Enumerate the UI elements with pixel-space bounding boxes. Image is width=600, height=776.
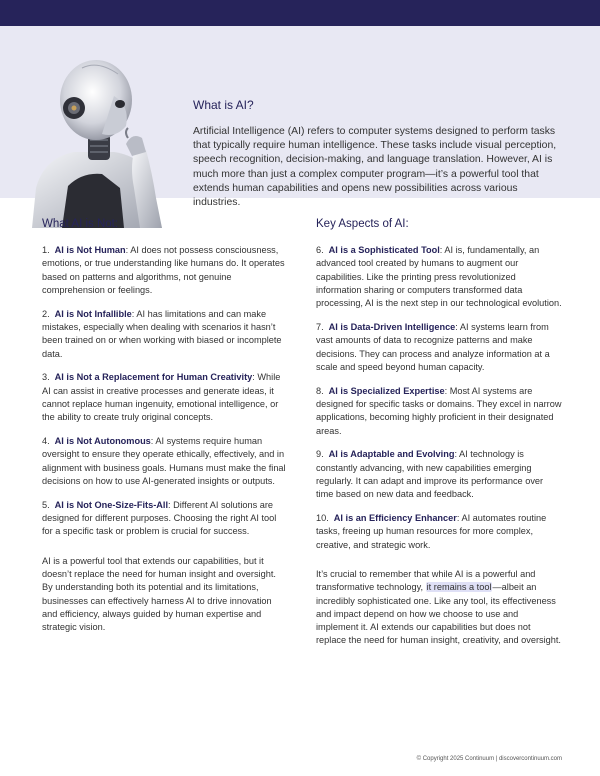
top-bar [0, 0, 600, 26]
highlighted-text: it remains a tool [426, 582, 492, 593]
what-ai-is-not-column [42, 218, 288, 645]
item-title: AI is Not Human [54, 245, 126, 255]
hero-title: What is AI? [193, 98, 254, 112]
what-ai-is-not-heading: What AI is Not: [42, 218, 119, 230]
closing-paragraph: It’s crucial to remember that while AI is a powerful and transformative technology, it remains a tool—albeit an incredibly sophisticated one. Like any tool, its effectiveness and impact depend on how we choose to use and implement it. AI extends our capabilities but does not replace the need for human insight, creativity, and oversight. [316, 568, 561, 646]
item-title: AI is Not Infallible [54, 308, 132, 319]
item-title: AI is Data-Driven Intelligence [328, 321, 456, 332]
list-item: 2. AI is Not Infallible: AI has limitations and can make mistakes, especially when dealing with scenarios it hasn’t been trained on or when working with biased or incomplete data. [42, 308, 282, 359]
list-item: 7. AI is Data-Driven Intelligence: AI systems learn from vast amounts of data to recognize patterns and make decisions. They can process and analyze information at a scale and speed beyond human capacity. [316, 321, 550, 372]
item-title: AI is an Efficiency Enhancer [333, 513, 457, 524]
item-body: : AI is, fundamentally, an advanced tool created by humans to augment our capabilities. Like the printing press revolutionized information sharing or computers transformed data processing, AI is the next step in our technological evolution. [316, 245, 562, 309]
list-item: 8. AI is Specialized Expertise: Most AI systems are designed for specific tasks or domains. They excel in narrow applications, becoming highly proficient in their designated areas. [316, 385, 562, 436]
item-title: AI is Specialized Expertise [328, 385, 445, 396]
robot-illustration [22, 48, 177, 228]
item-title: AI is Adaptable and Evolving [328, 449, 455, 460]
item-body: : AI does not possess consciousness, emotions, or true understanding like humans do. It operates based on patterns and algorithms, not genuine comprehension or feelings. [42, 245, 285, 295]
item-title: AI is a Sophisticated Tool [328, 245, 440, 255]
item-title: AI is Not One-Size-Fits-All [54, 499, 168, 510]
hero-banner [0, 26, 600, 209]
key-aspects-heading: Key Aspects of AI: [316, 218, 409, 230]
item-title: AI is Not a Replacement for Human Creativity [54, 372, 253, 383]
list-item: 9. AI is Adaptable and Evolving: AI technology is constantly advancing, with new capabilities emerging regularly. It can adapt and improve its performance over time based on new data and feedback. [316, 449, 544, 500]
item-body: : AI systems require human oversight to ensure they operate ethically, effectively, and in alignment with business goals. Humans must make the final decisions on how to use AI-generated insights or outputs. [42, 436, 286, 486]
list-item: 3. AI is Not a Replacement for Human Creativity: While AI can assist in creative processes and generate ideas, it cannot replace human ingenuity, emotional intelligence, or the ability to create truly original concepts. [42, 372, 281, 423]
item-body: : AI automates routine tasks, freeing up human resources for more complex, creative, and strategic work. [316, 513, 547, 550]
item-body: : Different AI solutions are designed for different purposes. Choosing the right AI tool for a specific task or problem is crucial for success. [42, 499, 277, 537]
hero-paragraph: Artificial Intelligence (AI) refers to computer systems designed to perform tasks that typically require human intelligence. These tasks include visual perception, speech recognition, decision-making, and language translation. However, AI is much more than just a complex computer program—it’s a powerful tool that extends human capabilities and opens new possibilities across various industries. [193, 126, 557, 209]
list-item: 10. AI is an Efficiency Enhancer: AI automates routine tasks, freeing up human resources for more complex, creative, and strategic work. [316, 513, 547, 550]
list-item: 5. AI is Not One-Size-Fits-All: Different AI solutions are designed for different purposes. Choosing the right AI tool for a specific task or problem is crucial for success. [42, 499, 277, 537]
item-body: : AI technology is constantly advancing, with new capabilities emerging regularly. It can adapt and improve its performance over time based on new data and feedback. [316, 449, 544, 500]
footer-copyright: © Copyright 2025 Continuum | discovercontinuum.com [416, 756, 562, 762]
item-body: : While AI can assist in creative processes and generate ideas, it cannot replace human ingenuity, emotional intelligence, or the ability to create truly original concepts. [42, 372, 281, 423]
item-body: : Most AI systems are designed for specific tasks or domains. They excel in narrow applications, becoming highly proficient in their designated areas. [316, 385, 562, 436]
key-aspects-column [316, 218, 562, 658]
closing-paragraph: AI is a powerful tool that extends our capabilities, but it doesn’t replace the need for human insight and oversight. By understanding both its potential and its limitations, businesses can effectively harness AI to drive innovation and efficiency, always guided by human expertise and strategic vision. [42, 555, 276, 633]
item-title: AI is Not Autonomous [54, 436, 151, 447]
list-item: 1. AI is Not Human: AI does not possess consciousness, emotions, or true understanding like humans do. It operates based on patterns and algorithms, not genuine comprehension or feelings. [42, 245, 285, 295]
item-body: : AI has limitations and can make mistakes, especially when dealing with scenarios it hasn’t been trained on or when working with biased or incomplete data. [42, 308, 282, 359]
item-body: : AI systems learn from vast amounts of data to recognize patterns and make decisions. They can process and analyze information at a scale and speed beyond human capacity. [316, 321, 550, 372]
list-item: 4. AI is Not Autonomous: AI systems require human oversight to ensure they operate ethically, effectively, and in alignment with business goals. Humans must make the final decisions on how to use AI-generated insights or outputs. [42, 436, 286, 486]
list-item: 6. AI is a Sophisticated Tool: AI is, fundamentally, an advanced tool created by humans to augment our capabilities. Like the printing press revolutionized information sharing or computers transformed data processing, AI is the next step in our technological evolution. [316, 245, 562, 309]
